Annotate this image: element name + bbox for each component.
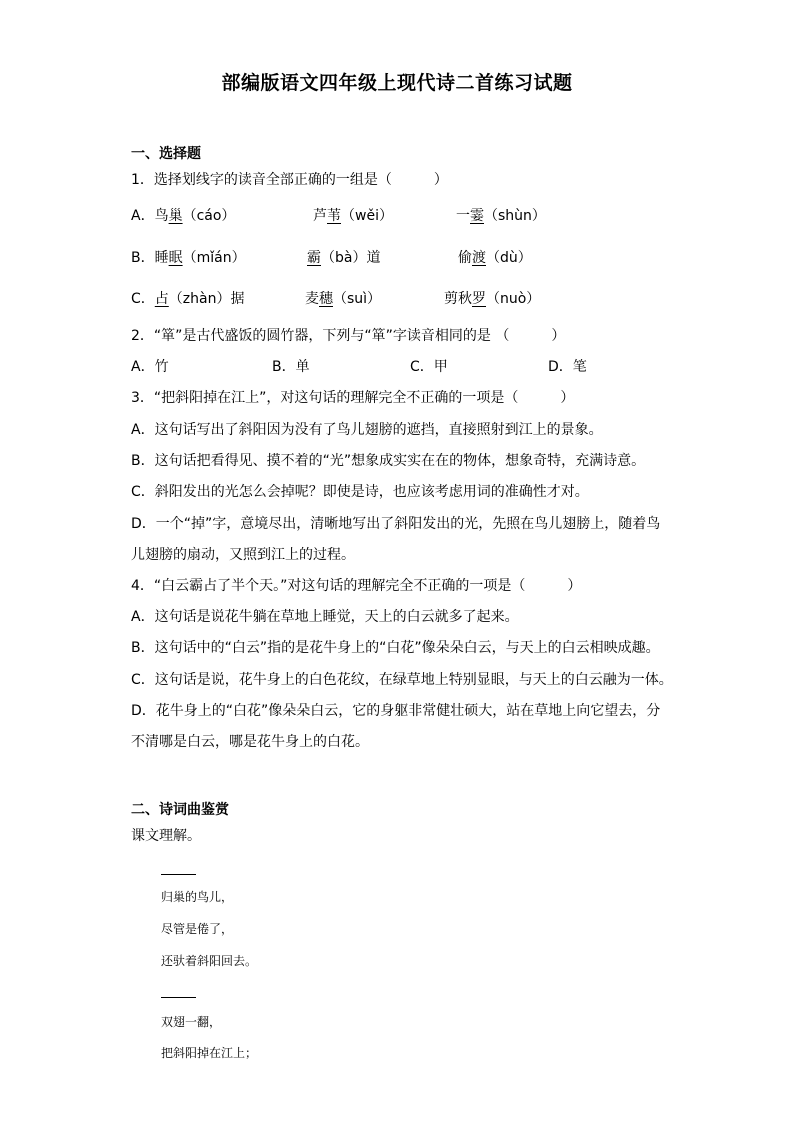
section-2-intro: 课文理解。 (131, 828, 201, 844)
q1-option-b-word3: 偷渡（dù） (458, 250, 532, 266)
q3-option-d: D．一个“掉”字，意境尽出，清晰地写出了斜阳发出的光，先照在鸟儿翅膀上，随着鸟 (131, 516, 661, 532)
q2-option-d: D．笔 (548, 359, 587, 375)
question-4-stem: 4．“白云霸占了半个天。”对这句话的理解完全不正确的一项是（ ） (131, 578, 582, 594)
q1-option-a-word3: 一霎（shùn） (456, 208, 546, 224)
section-heading-choice: 一、选择题 (131, 146, 201, 162)
q1-option-a-word2: 芦苇（wěi） (313, 208, 393, 224)
q4-option-d-cont: 不清哪是白云，哪是花牛身上的白花。 (131, 734, 369, 750)
poem-line: 尽管是倦了， (161, 922, 234, 936)
q4-option-d: D．花牛身上的“白花”像朵朵白云，它的身躯非常健壮硕大，站在草地上向它望去，分 (131, 703, 661, 719)
q3-option-b: B．这句话把看得见、摸不着的“光”想象成实实在在的物体，想象奇特，充满诗意。 (131, 453, 646, 469)
q2-option-b: B．单 (272, 359, 310, 375)
question-1-stem: 1．选择划线字的读音全部正确的一组是（ ） (131, 172, 448, 188)
answer-blank-2 (161, 997, 196, 998)
q1-option-c: C．占（zhàn）据 (131, 291, 245, 307)
poem-line: 归巢的鸟儿， (161, 890, 234, 904)
poem-line: 把斜阳掉在江上； (161, 1046, 258, 1060)
q1-option-b: B．睡眠（mǐán） (131, 250, 246, 266)
q1-option-a: A．鸟巢（cáo） (131, 208, 236, 224)
question-3-stem: 3．“把斜阳掉在江上”，对这句话的理解完全不正确的一项是（ ） (131, 390, 575, 406)
q1-option-c-word3: 剪秋罗（nuò） (444, 291, 541, 307)
poem-line: 双翅一翻， (161, 1015, 222, 1029)
page-title: 部编版语文四年级上现代诗二首练习试题 (221, 72, 573, 94)
q3-option-c: C．斜阳发出的光怎么会掉呢？即使是诗，也应该考虑用词的准确性才对。 (131, 484, 589, 500)
q3-option-d-cont: 儿翅膀的扇动，又照到江上的过程。 (131, 547, 355, 563)
q4-option-b: B．这句话中的“白云”指的是花牛身上的“白花”像朵朵白云，与天上的白云相映成趣。 (131, 640, 660, 656)
q4-option-c: C．这句话是说，花牛身上的白色花纹，在绿草地上特别显眼，与天上的白云融为一体。 (131, 672, 673, 688)
q2-option-c: C．甲 (410, 359, 448, 375)
q1-option-b-word2: 霸（bà）道 (307, 250, 381, 266)
q2-option-a: A．竹 (131, 359, 169, 375)
answer-blank-1 (161, 874, 196, 875)
question-2-stem: 2．“箪”是古代盛饭的圆竹器，下列与“箪”字读音相同的是 （ ） (131, 328, 566, 344)
section-heading-poetry: 二、诗词曲鉴赏 (131, 802, 229, 818)
q1-option-c-word2: 麦穗（suì） (305, 291, 382, 307)
poem-line: 还驮着斜阳回去。 (161, 954, 258, 968)
q3-option-a: A．这句话写出了斜阳因为没有了鸟儿翅膀的遮挡，直接照射到江上的景象。 (131, 422, 603, 438)
q4-option-a: A．这句话是说花牛躺在草地上睡觉，天上的白云就多了起来。 (131, 609, 519, 625)
